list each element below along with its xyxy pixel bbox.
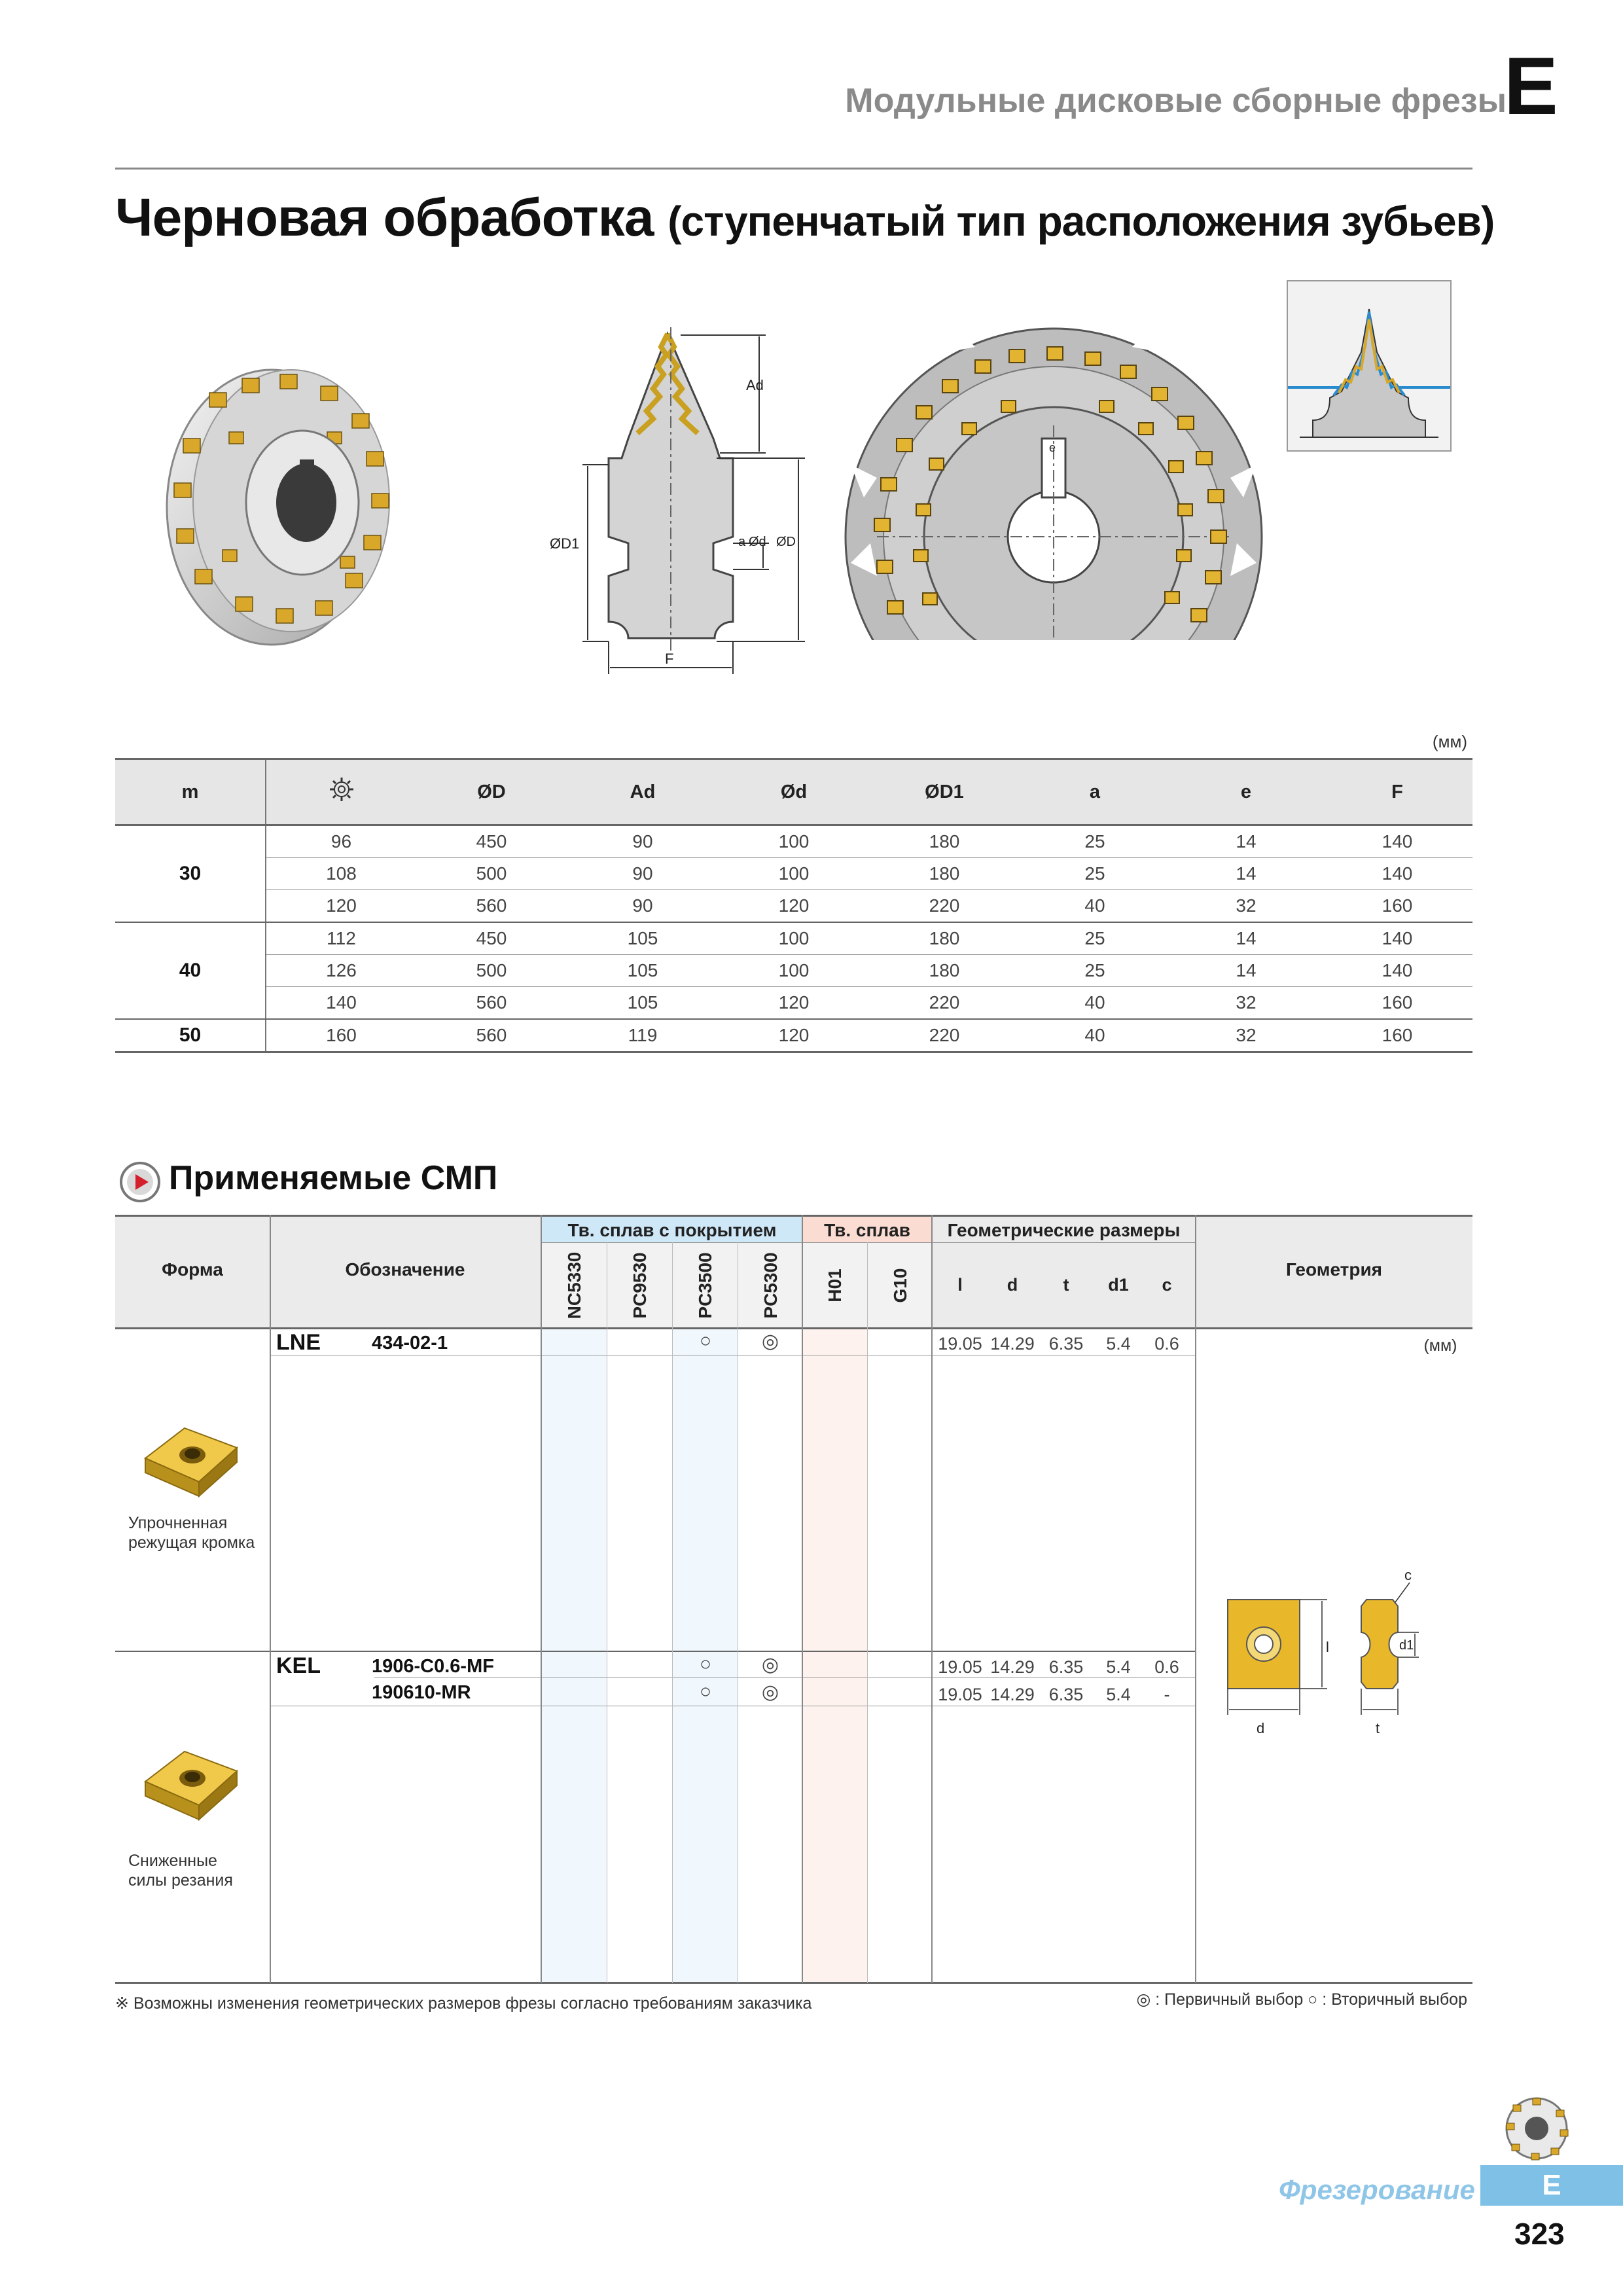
header-geometry-dims: Геометрические размеры [947,1220,1181,1240]
table-row [115,890,1472,923]
label-e: e [1049,441,1056,454]
cell: 560 [416,890,567,923]
cell: 14 [1170,858,1322,890]
grade-pc5300: PC5300 [760,1252,781,1319]
cell: 40 [1020,987,1170,1020]
dim-t: t [1063,1275,1069,1295]
cell: 40 [1020,1019,1170,1052]
value-d1: 5.4 [1106,1685,1131,1704]
cell: 100 [719,858,869,890]
dim-l: l [957,1275,963,1295]
cell: 140 [1322,858,1472,890]
caption-line: режущая кромка [128,1534,255,1552]
cell: 500 [416,858,567,890]
rule [1195,1215,1196,1983]
rule [931,1215,933,1983]
dim-table-unit: (мм) [1432,732,1467,751]
cell: 140 [1322,955,1472,987]
cell: 120 [266,890,416,923]
cell: 450 [416,825,567,858]
value-c: - [1164,1685,1170,1704]
label-od1: ØD1 [550,535,580,552]
insert-kel-image [139,1742,250,1827]
header-m: m [115,759,266,825]
cell: 108 [266,858,416,890]
footnote: ※ Возможны изменения геометрических размеров фрезы согласно требованиям заказчика [115,1994,812,2013]
cell: 450 [416,922,567,955]
insert-designation: 190610-MR [372,1682,471,1703]
insert-lne-image [139,1419,250,1504]
cell: 220 [869,890,1020,923]
cell: 180 [869,858,1020,890]
cell: 32 [1170,1019,1322,1052]
cell: 160 [1322,987,1472,1020]
rule [541,1215,542,1983]
value-d: 14.29 [990,1334,1035,1354]
rule [115,1982,1472,1984]
insert-lne-caption [128,1513,255,1552]
teeth-count-icon [266,759,416,825]
cell: 220 [869,1019,1020,1052]
cell: 112 [266,922,416,955]
table-row [115,922,1472,955]
grade-pc3500: PC3500 [695,1252,715,1319]
header-designation: Обозначение [345,1259,465,1280]
inserts-section-title: Применяемые СМП [169,1159,498,1197]
cell: 120 [719,890,869,923]
caption-line: Упрочненная [128,1514,228,1532]
secondary-choice-mark: ○ [699,1330,712,1352]
cell: 96 [266,825,416,858]
choice-legend: ◎ : Первичный выбор ○ : Вторичный выбор [1136,1990,1467,2009]
cell: 14 [1170,825,1322,858]
header-geometry: Геометрия [1285,1259,1383,1280]
footer-section-tab: E [1480,2165,1623,2206]
label-od: ØD [776,535,796,549]
value-d1: 5.4 [1106,1657,1131,1677]
value-l: 19.05 [938,1685,982,1704]
geo-label-l: l [1326,1639,1329,1655]
cell: 180 [869,955,1020,987]
grade-nc5330: NC5330 [564,1251,584,1319]
value-d: 14.29 [990,1685,1035,1704]
cell: 25 [1020,922,1170,955]
cell: 180 [869,825,1020,858]
cell: 105 [567,955,719,987]
cell: 90 [567,858,719,890]
cell: 119 [567,1019,719,1052]
rule [672,1242,673,1983]
insert-geometry-drawing [1215,1568,1463,1745]
rule [802,1215,803,1983]
grade-col-tint [802,1329,868,1983]
label-od-small: Ød [749,535,766,549]
rule [270,1215,271,1983]
page-title-main: Черновая обработка [115,188,654,247]
header-coated: Тв. сплав с покрытием [567,1220,777,1240]
rule [867,1242,868,1983]
cell: 160 [1322,890,1472,923]
caption-line: силы резания [128,1871,233,1890]
dim-c: c [1162,1275,1172,1295]
grade-col-tint [542,1329,607,1983]
cell: 500 [416,955,567,987]
grade-h01: H01 [825,1268,845,1302]
cell: 160 [266,1019,416,1052]
inserts-table [115,1215,1472,1984]
section-letter: E [1504,41,1558,132]
play-arrow-icon [119,1161,161,1203]
dim-table-header [115,759,1472,825]
header-f: F [1322,759,1472,825]
cutter-face-view [838,327,1270,648]
value-t: 6.35 [1048,1657,1084,1677]
geo-label-c: c [1404,1568,1412,1583]
cell: 32 [1170,987,1322,1020]
grade-pc9530: PC9530 [630,1252,650,1319]
cell: 25 [1020,955,1170,987]
insert-code-lne: LNE [276,1330,321,1355]
table-row [115,987,1472,1020]
milling-cutter-icon [1503,2094,1571,2162]
geo-label-d1: d1 [1399,1638,1414,1653]
page-title-sub: (ступенчатый тип расположения зубьев) [668,198,1495,245]
cutter-section-drawing [543,327,818,674]
cell: 32 [1170,890,1322,923]
cell: 14 [1170,922,1322,955]
grade-g10: G10 [890,1268,910,1303]
table-row [115,858,1472,890]
value-c: 0.6 [1154,1657,1179,1677]
cell: 126 [266,955,416,987]
tooth-profile-inset [1287,280,1452,452]
cell: 90 [567,890,719,923]
rule [115,1327,1472,1329]
table-row [115,825,1472,858]
section-title: Модульные дисковые сборные фрезы [845,82,1507,120]
insert-kel-caption [128,1851,233,1890]
cell: 90 [567,825,719,858]
cell: 105 [567,987,719,1020]
geo-label-t: t [1376,1720,1380,1736]
cell: 180 [869,922,1020,955]
header-divider [115,168,1472,170]
cell: 120 [719,1019,869,1052]
header-od-small: Ød [719,759,869,825]
rule [542,1242,1196,1243]
primary-choice-mark: ◎ [761,1654,779,1676]
cell: 100 [719,922,869,955]
cell: 40 [1020,890,1170,923]
dimensions-table [115,758,1472,1053]
cell: 25 [1020,858,1170,890]
cell: 160 [1322,1019,1472,1052]
caption-line: Сниженные [128,1852,217,1870]
label-f: F [665,651,674,667]
primary-choice-mark: ◎ [761,1681,779,1703]
cell: 120 [719,987,869,1020]
module-cell: 30 [115,825,266,923]
cell: 560 [416,1019,567,1052]
insert-designation: 1906-C0.6-MF [372,1656,494,1677]
cell: 100 [719,825,869,858]
rule [115,1215,1472,1217]
cell: 140 [1322,825,1472,858]
header-od: ØD [416,759,567,825]
cutter-3d-illustration [131,340,419,648]
rule [374,1677,1196,1678]
insert-designation: 434-02-1 [372,1333,448,1354]
module-cell: 40 [115,922,266,1019]
label-a: a [738,535,746,549]
value-c: 0.6 [1154,1334,1179,1354]
rule [115,1651,1196,1652]
primary-choice-mark: ◎ [761,1331,779,1352]
cell: 140 [266,987,416,1020]
header-shape: Форма [162,1259,223,1280]
header-a: a [1020,759,1170,825]
geo-label-d: d [1257,1720,1265,1736]
cell: 14 [1170,955,1322,987]
value-l: 19.05 [938,1334,982,1354]
table-row [115,1019,1472,1052]
header-od1: ØD1 [869,759,1020,825]
header-ad: Ad [567,759,719,825]
value-t: 6.35 [1048,1685,1084,1704]
geometry-unit: (мм) [1423,1336,1457,1355]
secondary-choice-mark: ○ [699,1653,712,1675]
value-l: 19.05 [938,1657,982,1677]
table-row [115,955,1472,987]
secondary-choice-mark: ○ [699,1681,712,1702]
cell: 105 [567,922,719,955]
dim-d1: d1 [1108,1275,1129,1295]
page-number: 323 [1514,2217,1565,2251]
header-e: e [1170,759,1322,825]
value-t: 6.35 [1048,1334,1084,1354]
cell: 140 [1322,922,1472,955]
value-d: 14.29 [990,1657,1035,1677]
insert-code-kel: KEL [276,1653,321,1678]
dim-d: d [1007,1275,1018,1295]
page-title [115,187,1494,249]
cell: 220 [869,987,1020,1020]
module-cell: 50 [115,1019,266,1052]
cell: 25 [1020,825,1170,858]
header-carbide: Тв. сплав [824,1220,910,1240]
label-ad: Ad [746,377,764,393]
footer-category: Фрезерование [1279,2174,1475,2205]
cell: 100 [719,955,869,987]
value-d1: 5.4 [1106,1334,1131,1354]
cell: 560 [416,987,567,1020]
